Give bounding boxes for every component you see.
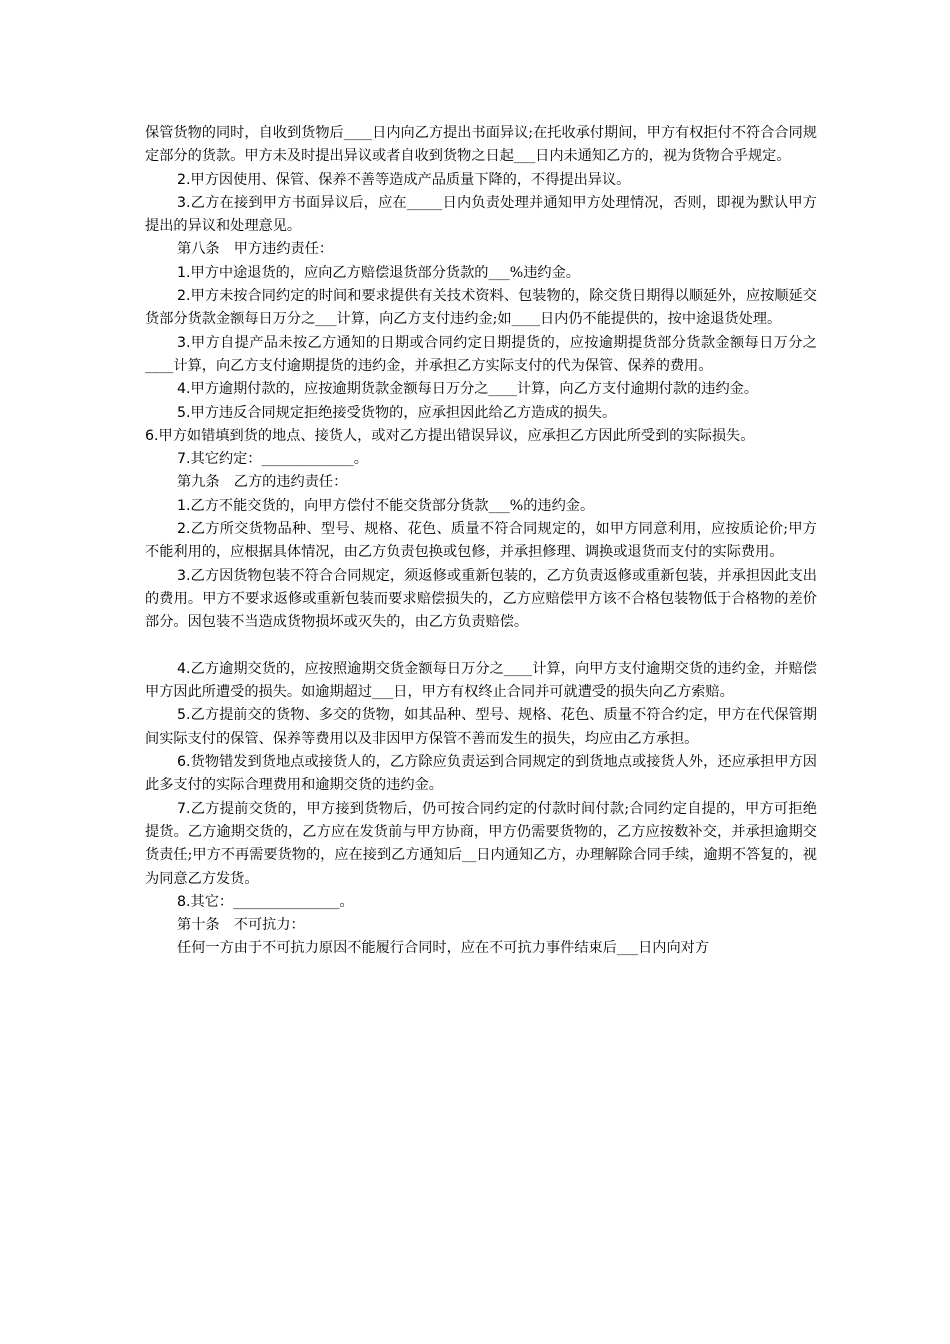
paragraph	[145, 495, 817, 518]
paragraph-text: 其它约定：_____________。	[190, 451, 368, 468]
item-number: 5.	[177, 404, 191, 421]
paragraph-text: 任何一方由于不可抗力原因不能履行合同时，应在不可抗力事件结束后___日内向对方	[177, 940, 710, 957]
item-number: 3.	[177, 334, 191, 351]
paragraph-text: 甲方未按合同约定的时间和要求提供有关技术资料、包装物的，除交货日期得以顺延外，应按顺延交货部分货款金额每日万分之___计算，向乙方支付违约金;如____日内仍不能提供的，按中途退货处理。	[145, 288, 817, 328]
item-number: 2.	[177, 171, 191, 188]
paragraph-text: 甲方自提产品未按乙方通知的日期或合同约定日期提货的，应按逾期提货部分货款金额每日万分之____计算，向乙方支付逾期提货的违约金，并承担乙方实际支付的代为保管、保养的费用。	[145, 334, 817, 374]
item-number: 7.	[177, 800, 191, 817]
paragraph-text: 其它：_______________。	[190, 893, 354, 910]
paragraph-text: 乙方不能交货的，向甲方偿付不能交货部分货款___%的违约金。	[190, 497, 595, 514]
item-number: 2.	[177, 521, 191, 538]
paragraph	[145, 448, 817, 471]
paragraph	[145, 262, 817, 285]
blank-line	[145, 635, 817, 658]
item-number: 1.	[177, 497, 191, 514]
item-number: 8.	[177, 893, 191, 910]
paragraph-text: 第九条 乙方的违约责任：	[177, 474, 348, 491]
item-number: 6.	[177, 754, 191, 771]
paragraph	[145, 914, 817, 937]
item-number: 7.	[177, 451, 191, 468]
paragraph-text: 货物错发到货地点或接货人的，乙方除应负责运到合同规定的到货地点或接货人外，还应承担甲方因此多支付的实际合理费用和逾期交货的违约金。	[145, 754, 817, 794]
item-number: 3.	[177, 567, 191, 584]
paragraph	[145, 285, 817, 332]
item-number: 4.	[177, 381, 191, 398]
paragraph-text: 甲方因使用、保管、保养不善等造成产品质量下降的，不得提出异议。	[190, 171, 631, 188]
paragraph	[145, 891, 817, 914]
paragraph	[145, 704, 817, 751]
paragraph-text: 乙方提前交货的，甲方接到货物后，仍可按合同约定的付款时间付款;合同约定自提的，甲方可拒绝提货。乙方逾期交货的，乙方应在发货前与甲方协商，甲方仍需要货物的，乙方应按数补交，并承担逾期交货责任;甲方不再需要货物的，应在接到乙方通知后__日内通知乙方，办理解除合同手续，逾期不答复的，视为同意乙方发货。	[145, 800, 817, 887]
paragraph-text: 甲方违反合同规定拒绝接受货物的，应承担因此给乙方造成的损失。	[190, 404, 617, 421]
paragraph-text: 保管货物的同时，自收到货物后____日内向乙方提出书面异议;在托收承付期间，甲方有权拒付不符合合同规定部分的货款。甲方未及时提出异议或者自收到货物之日起___日内未通知乙方的，视为货物合乎规定。	[145, 125, 817, 165]
item-number: 2.	[177, 288, 191, 305]
paragraph	[145, 238, 817, 261]
paragraph-text: 第十条 不可抗力：	[177, 917, 305, 934]
paragraph-text: 乙方因货物包装不符合合同规定，须返修或重新包装的，乙方负责返修或重新包装，并承担因此支出的费用。甲方不要求返修或重新包装而要求赔偿损失的，乙方应赔偿甲方该不合格包装物低于合格物的差价部分。因包装不当造成货物损坏或灭失的，由乙方负责赔偿。	[145, 567, 817, 631]
paragraph	[145, 402, 817, 425]
paragraph	[145, 518, 817, 565]
paragraph	[145, 798, 817, 891]
document-page	[145, 122, 817, 961]
paragraph-text: 甲方如错填到货的地点、接货人，或对乙方提出错误异议，应承担乙方因此所受到的实际损失。	[158, 427, 755, 444]
paragraph-text: 乙方提前交的货物、多交的货物，如其品种、型号、规格、花色、质量不符合约定，甲方在代保管期间实际支付的保管、保养等费用以及非因甲方保管不善而发生的损失，均应由乙方承担。	[145, 707, 817, 747]
item-number: 3.	[177, 194, 191, 211]
item-number: 6.	[145, 427, 159, 444]
paragraph-text: 甲方中途退货的，应向乙方赔偿退货部分货款的___%违约金。	[190, 264, 580, 281]
paragraph-text: 乙方所交货物品种、型号、规格、花色、质量不符合同规定的，如甲方同意利用，应按质论价;甲方不能利用的，应根据具体情况，由乙方负责包换或包修，并承担修理、调换或退货而支付的实际费用。	[145, 521, 817, 561]
paragraph	[145, 425, 817, 448]
paragraph-text: 乙方逾期交货的，应按照逾期交货金额每日万分之____计算，向甲方支付逾期交货的违约金，并赔偿甲方因此所遭受的损失。如逾期超过___日，甲方有权终止合同并可就遭受的损失向乙方索赔。	[145, 660, 817, 701]
paragraph-text: 乙方在接到甲方书面异议后，应在_____日内负责处理并通知甲方处理情况，否则，即视为默认甲方提出的异议和处理意见。	[145, 194, 817, 235]
paragraph	[145, 378, 817, 401]
paragraph	[145, 169, 817, 192]
paragraph-text: 第八条 甲方违约责任：	[177, 241, 334, 258]
item-number: 5.	[177, 707, 191, 724]
paragraph	[145, 937, 817, 960]
paragraph	[145, 332, 817, 379]
paragraph	[145, 192, 817, 239]
paragraph	[145, 122, 817, 169]
paragraph-text: 甲方逾期付款的，应按逾期货款金额每日万分之____计算，向乙方支付逾期付款的违约金。	[190, 381, 759, 398]
item-number: 1.	[177, 264, 191, 281]
paragraph	[145, 565, 817, 635]
item-number: 4.	[177, 660, 191, 677]
paragraph	[145, 471, 817, 494]
paragraph	[145, 658, 817, 705]
paragraph	[145, 751, 817, 798]
